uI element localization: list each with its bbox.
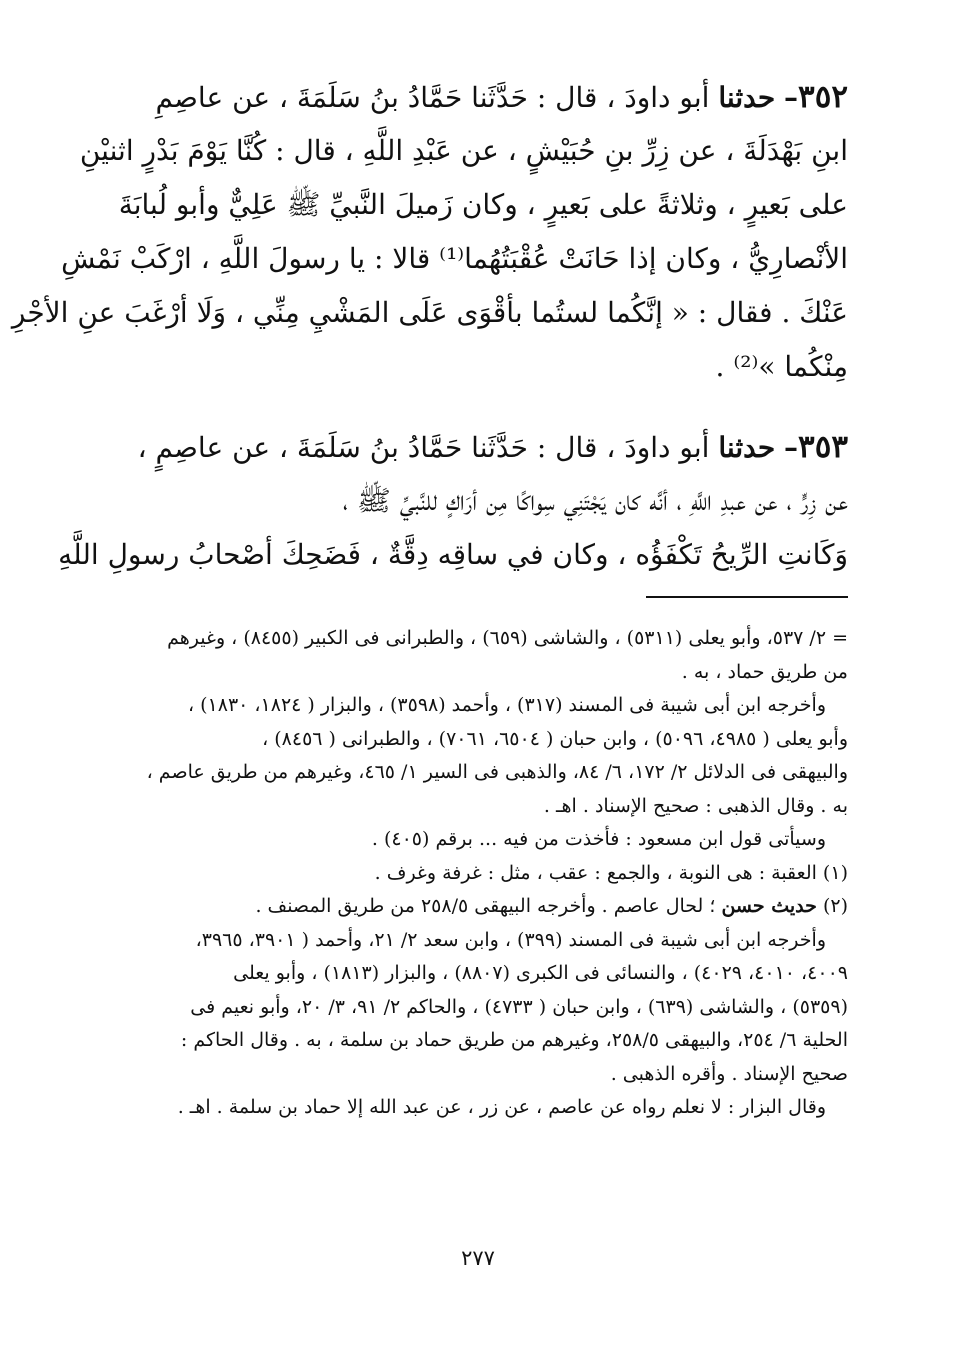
hadith-lead-word: حدثنا — [718, 431, 776, 464]
footnote-line: وأبو يعلى ( ٤٩٨٥، ٥٠٩٦) ، وابن حبان ( ٦٥٠٤، ٧٠٦١) ، والطبرانى ( ٨٤٥٦) ، — [262, 727, 848, 750]
footnote-line: وأخرجه ابن أبى شيبة فى المسند (٣٩٩) ، وابن سعد ٢/ ٢١، وأحمد ( ٣٩٠١، ٣٩٦٥، — [195, 928, 826, 951]
footnote-2 — [128, 890, 848, 924]
hadith-352-line-4: الأنْصارِيُّ ، وكان إذا حَانَتْ عُقْبَتُهُما⁽¹⁾ قالا : يا رسولَ اللَّهِ ، ارْكَبْ نَمْشِ — [61, 242, 848, 275]
footnote-line: وسيأتى قول ابن مسعود : فأخذت من فيه ... برقم (٤٠٥) . — [371, 828, 826, 850]
footnote-line: والبيهقى فى الدلائل ٢/ ١٧٢، ٦/ ٨٤، والذهبى فى السير ١/ ٤٦٥، وغيرهم من طريق عاصم ، — [146, 761, 848, 783]
hadith-352-line-2: ابنِ بَهْدَلَةَ ، عن زِرِّ بنِ حُبَيْشٍ ، عن عَبْدِ اللَّهِ ، قال : كُنَّا يَوْمَ بَدْرٍ اثنيْنِ — [79, 134, 848, 167]
page-number: ٢٧٧ — [461, 1246, 495, 1270]
footnote-line: صحيح الإسناد . وأقره الذهبى . — [610, 1062, 848, 1085]
hadith-line-text: أبو داودَ ، قال : حَدَّثَنا حَمَّادُ بنُ سَلَمَةَ ، عن عاصِمِ — [155, 81, 719, 114]
hadith-353-line-1 — [128, 420, 848, 474]
hadith-number: ٣٥٣ — [798, 429, 848, 465]
hadith-353-line-3: وَكَانتِ الرِّيحُ تَكْفَؤُه ، وكان في ساقِه دِقَّةٌ ، فَضَحِكَ أصْحابُ رسولِ اللَّهِ — [58, 538, 848, 571]
footnote-line: من طريق حماد ، به . — [681, 660, 848, 683]
footnotes — [128, 622, 848, 1125]
footnote-line: وقال البزار : لا نعلم رواه عن عاصم ، عن زر ، عن عبد الله إلا حماد بن سلمة . اهـ . — [177, 1096, 826, 1118]
hadith-352-line-5: عَنْكَ . فقال : « إنَّكُما لستُما بأقْوَى عَلَى المَشْيِ مِنِّي ، وَلَا أرْغَبَ عنِ الأجْرِ — [11, 296, 848, 329]
footnote-marker: (٢) — [816, 895, 848, 917]
footnote-line: الحلية ٦/ ٢٥٤، والبيهقى ٢٥٨/٥، وغيرهم من طريق حماد بن سلمة ، به . وقال الحاكم : — [180, 1029, 848, 1051]
hadith-dash: – — [784, 81, 799, 114]
hadith-352 — [11, 70, 848, 394]
footnote-line: = ٢/ ٥٣٧، وأبو يعلى (٥٣١١) ، والشاشى (٦٥٩) ، والطبرانى فى الكبير (٨٤٥٥) ، وغيرهم — [167, 627, 848, 649]
hadith-lead-word: حدثنا — [718, 81, 776, 114]
hadith-dash: – — [784, 431, 799, 464]
footnote-line: ٤٠٠٩، ٤٠١٠، ٤٠٢٩) ، والنسائى فى الكبرى (٨٨٠٧) ، والبزار (١٨١٣) ، وأبو يعلى — [233, 962, 848, 984]
hadith-352-line-3: على بَعيرٍ ، وثلاثةً على بَعيرٍ ، وكان زَميلَ النَّبيِّ ﷺ عَلِيٌّ وأبو لُبابَةَ — [118, 188, 848, 221]
main-text — [11, 70, 848, 608]
hadith-353-line-2: عن زِرٍّ ، عن عبدِ اللَّهِ ، أنَّه كان يَجْتَنِي سِواكًا مِن أرَاكٍ للنَّبيِّ ﷺ ، — [342, 484, 848, 517]
footnote-1: (١) العقبة : هى النوبة ، والجمع : عقب ، مثل : غرفة وغرف . — [374, 861, 848, 884]
footnote-text: ؛ لحال عاصم . وأخرجه البيهقى ٢٥٨/٥ من طريق المصنف . — [255, 895, 722, 917]
footnote-line: وأخرجه ابن أبى شيبة فى المسند (٣١٧) ، وأحمد (٣٥٩٨) ، والبزار ( ١٨٢٤، ١٨٣٠) ، — [187, 694, 826, 716]
footnote-line: (٥٣٥٩) ، والشاشى (٦٣٩) ، وابن حبان ( ٤٧٣٣) ، والحاكم ٢/ ٩١، ٣/ ٢٠، وأبو نعيم فى — [190, 995, 848, 1018]
hadith-number: ٣٥٢ — [798, 79, 848, 115]
grading-label: حديث حسن — [721, 895, 817, 917]
hadith-352-line-6: مِنْكُما »⁽²⁾ . — [715, 350, 848, 383]
footnote-line: به . وقال الذهبى : صحيح الإسناد . اهـ . — [543, 794, 848, 817]
hadith-352-line-1 — [128, 70, 848, 124]
hadith-line-text: أبو داودَ ، قال : حَدَّثَنا حَمَّادُ بنُ سَلَمَةَ ، عن عاصِمٍ ، — [137, 431, 719, 464]
footnote-separator — [646, 596, 848, 598]
hadith-353 — [58, 420, 848, 582]
